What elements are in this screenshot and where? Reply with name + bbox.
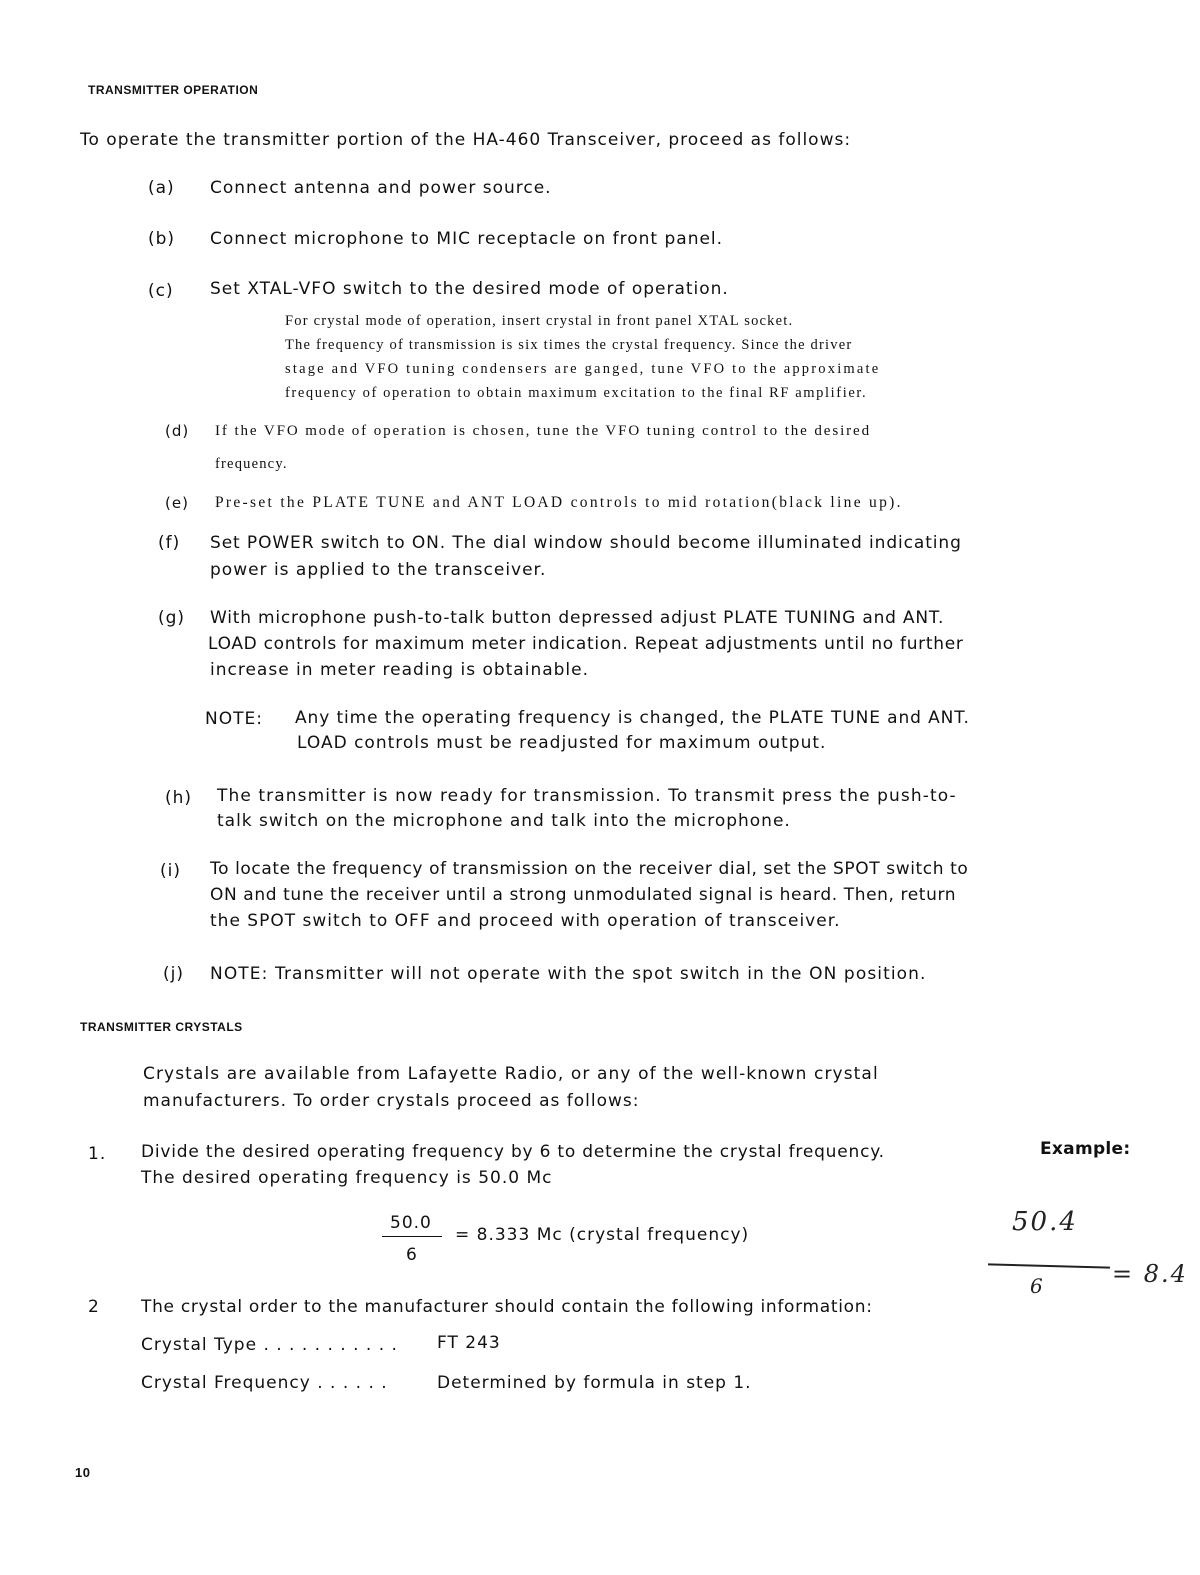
step-text: To locate the frequency of transmission on the receiver dial, set the SPOT switch to: [210, 859, 969, 879]
spec-key: Crystal Type . . . . . . . . . . .: [141, 1335, 398, 1355]
step-text: LOAD controls for maximum meter indication. Repeat adjustments until no further: [208, 634, 964, 654]
crystal-note-line: stage and VFO tuning condensers are ganged, tune VFO to the approximate: [285, 361, 881, 377]
item-text: The crystal order to the manufacturer should contain the following information:: [141, 1297, 873, 1317]
handwritten-denominator: 6: [1030, 1274, 1045, 1298]
note-text: LOAD controls must be readjusted for maximum output.: [297, 733, 827, 753]
section-heading-transmitter-crystals: TRANSMITTER CRYSTALS: [80, 1020, 243, 1034]
spec-key: Crystal Frequency . . . . . .: [141, 1373, 388, 1393]
step-text: frequency.: [215, 456, 288, 472]
step-label: (d): [165, 422, 190, 440]
step-label: (h): [165, 788, 193, 808]
formula-numerator: 50.0: [390, 1213, 432, 1233]
note-label: NOTE:: [205, 709, 263, 729]
handwritten-numerator: 50.4: [1012, 1207, 1078, 1237]
formula-result: = 8.333 Mc (crystal frequency): [455, 1225, 750, 1245]
step-label: (b): [148, 229, 176, 249]
crystal-note-line: frequency of operation to obtain maximum excitation to the final RF amplifier.: [285, 385, 868, 401]
step-label: (f): [158, 533, 181, 553]
intro-text: To operate the transmitter portion of the HA-460 Transceiver, proceed as follows:: [80, 130, 852, 150]
step-text: the SPOT switch to OFF and proceed with operation of transceiver.: [210, 911, 841, 931]
step-text: power is applied to the transceiver.: [210, 560, 547, 580]
step-label: (c): [148, 281, 174, 301]
formula-denominator: 6: [406, 1245, 418, 1265]
step-text: ON and tune the receiver until a strong unmodulated signal is heard. Then, return: [210, 885, 957, 905]
step-label: (g): [158, 608, 186, 628]
step-text: Connect microphone to MIC receptacle on front panel.: [210, 229, 724, 249]
step-text: Set POWER switch to ON. The dial window should become illuminated indicating: [210, 533, 962, 553]
crystal-note-line: The frequency of transmission is six times the crystal frequency. Since the driver: [285, 337, 853, 353]
spec-value: Determined by formula in step 1.: [437, 1373, 752, 1393]
spec-value: FT 243: [437, 1333, 501, 1353]
section-heading-transmitter-operation: TRANSMITTER OPERATION: [88, 83, 259, 97]
example-label: Example:: [1040, 1139, 1131, 1159]
step-text: increase in meter reading is obtainable.: [210, 660, 590, 680]
crystal-note-line: For crystal mode of operation, insert crystal in front panel XTAL socket.: [285, 313, 794, 329]
item-text: The desired operating frequency is 50.0 Mc: [141, 1168, 553, 1188]
fraction-bar: [382, 1236, 442, 1237]
step-text: Connect antenna and power source.: [210, 178, 552, 198]
note-text: Any time the operating frequency is changed, the PLATE TUNE and ANT.: [295, 708, 970, 728]
crystals-intro: Crystals are available from Lafayette Radio, or any of the well-known crystal: [143, 1064, 879, 1084]
item-text: Divide the desired operating frequency by 6 to determine the crystal frequency.: [141, 1142, 885, 1162]
step-text: With microphone push-to-talk button depressed adjust PLATE TUNING and ANT.: [210, 608, 945, 628]
step-text: Set XTAL-VFO switch to the desired mode of operation.: [210, 279, 729, 299]
crystals-intro: manufacturers. To order crystals proceed as follows:: [143, 1091, 640, 1111]
step-text: The transmitter is now ready for transmission. To transmit press the push-to-: [217, 786, 957, 806]
step-label: (e): [165, 494, 189, 512]
page-number: 10: [75, 1465, 91, 1480]
item-label: 1.: [88, 1144, 107, 1164]
handwritten-fraction-bar: [988, 1263, 1110, 1268]
step-text: If the VFO mode of operation is chosen, tune the VFO tuning control to the desired: [215, 423, 871, 439]
step-text: NOTE: Transmitter will not operate with the spot switch in the ON position.: [210, 964, 927, 984]
step-label: (j): [163, 964, 184, 984]
step-label: (a): [148, 178, 175, 198]
step-text: Pre-set the PLATE TUNE and ANT LOAD controls to mid rotation(black line up).: [215, 494, 903, 511]
step-text: talk switch on the microphone and talk into the microphone.: [217, 811, 791, 831]
step-label: (i): [160, 861, 181, 881]
handwritten-result: = 8.4: [1112, 1260, 1188, 1288]
item-label: 2: [88, 1297, 100, 1317]
